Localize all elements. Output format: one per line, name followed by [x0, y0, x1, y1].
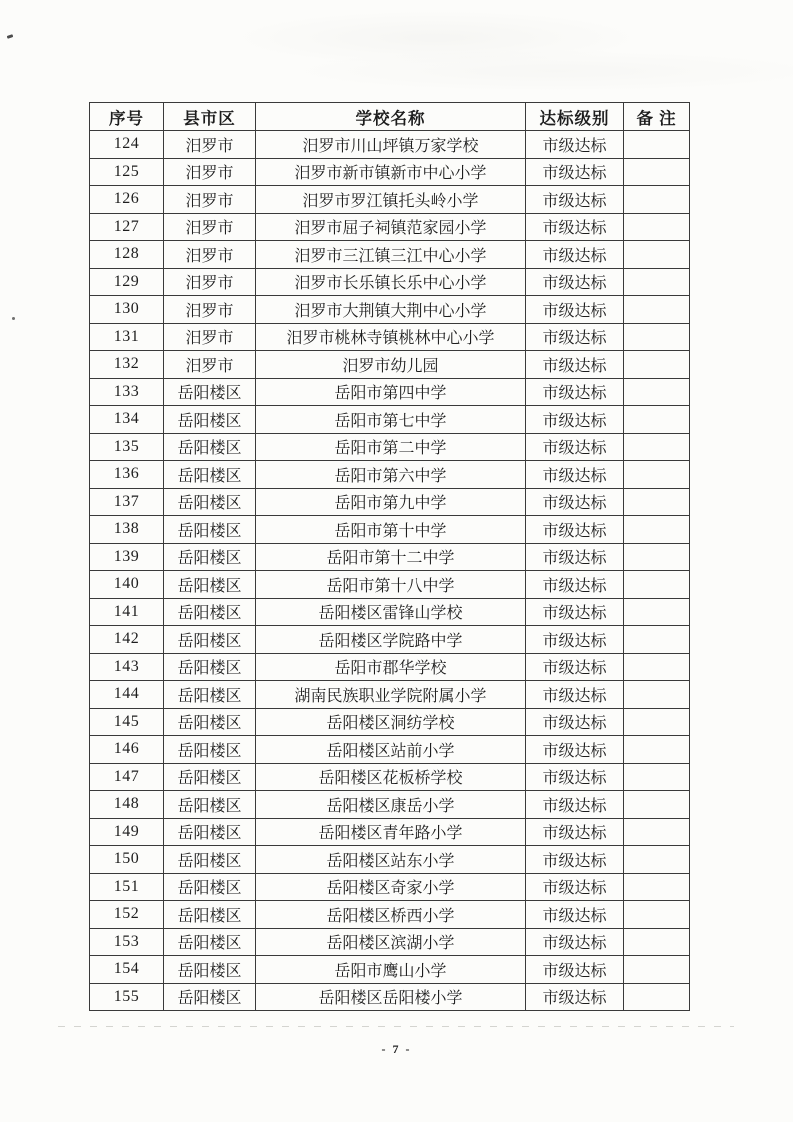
cell-remark [624, 956, 690, 984]
cell-district: 岳阳楼区 [164, 956, 256, 984]
page-footer [0, 1040, 793, 1058]
cell-level: 市级达标 [526, 571, 624, 599]
table-row [90, 241, 690, 269]
cell-no: 135 [90, 433, 164, 461]
cell-school: 岳阳楼区站东小学 [256, 846, 526, 874]
cell-remark [624, 571, 690, 599]
cell-school: 岳阳市第十中学 [256, 516, 526, 544]
cell-school: 岳阳楼区花板桥学校 [256, 763, 526, 791]
cell-level: 市级达标 [526, 763, 624, 791]
cell-district: 岳阳楼区 [164, 791, 256, 819]
cell-remark [624, 598, 690, 626]
table-row [90, 131, 690, 159]
cell-level: 市级达标 [526, 736, 624, 764]
cell-remark [624, 901, 690, 929]
cell-no: 147 [90, 763, 164, 791]
cell-district: 汨罗市 [164, 296, 256, 324]
table-row [90, 818, 690, 846]
cell-level: 市级达标 [526, 488, 624, 516]
cell-no: 142 [90, 626, 164, 654]
cell-no: 151 [90, 873, 164, 901]
table-row [90, 763, 690, 791]
cell-no: 150 [90, 846, 164, 874]
cell-no: 132 [90, 351, 164, 379]
cell-level: 市级达标 [526, 873, 624, 901]
cell-district: 汨罗市 [164, 186, 256, 214]
cell-no: 125 [90, 158, 164, 186]
cell-remark [624, 433, 690, 461]
scan-speck-artifact [7, 34, 14, 39]
table-header-row [90, 103, 690, 131]
cell-no: 134 [90, 406, 164, 434]
cell-level: 市级达标 [526, 461, 624, 489]
cell-no: 155 [90, 983, 164, 1011]
cell-level: 市级达标 [526, 818, 624, 846]
cell-level: 市级达标 [526, 956, 624, 984]
cell-school: 汨罗市桃林寺镇桃林中心小学 [256, 323, 526, 351]
cell-school: 汨罗市新市镇新市中心小学 [256, 158, 526, 186]
cell-school: 岳阳市郡华学校 [256, 653, 526, 681]
cell-district: 岳阳楼区 [164, 433, 256, 461]
cell-no: 139 [90, 543, 164, 571]
table-row [90, 681, 690, 709]
table-row [90, 213, 690, 241]
cell-school: 汨罗市幼儿园 [256, 351, 526, 379]
cell-no: 126 [90, 186, 164, 214]
cell-level: 市级达标 [526, 516, 624, 544]
cell-remark [624, 296, 690, 324]
table-row [90, 406, 690, 434]
cell-no: 146 [90, 736, 164, 764]
cell-school: 汨罗市川山坪镇万家学校 [256, 131, 526, 159]
cell-school: 汨罗市三江镇三江中心小学 [256, 241, 526, 269]
table-row [90, 791, 690, 819]
cell-level: 市级达标 [526, 626, 624, 654]
table-row [90, 626, 690, 654]
cell-remark [624, 791, 690, 819]
cell-level: 市级达标 [526, 543, 624, 571]
cell-remark [624, 626, 690, 654]
school-standards-table [89, 102, 690, 1011]
cell-school: 岳阳楼区雷锋山学校 [256, 598, 526, 626]
cell-no: 148 [90, 791, 164, 819]
cell-level: 市级达标 [526, 791, 624, 819]
cell-level: 市级达标 [526, 378, 624, 406]
cell-district: 汨罗市 [164, 268, 256, 296]
header-cell-district: 县市区 [164, 103, 256, 131]
cell-remark [624, 763, 690, 791]
cell-district: 岳阳楼区 [164, 983, 256, 1011]
table-row [90, 433, 690, 461]
cell-level: 市级达标 [526, 158, 624, 186]
cell-remark [624, 488, 690, 516]
cell-school: 岳阳市第十八中学 [256, 571, 526, 599]
cell-remark [624, 378, 690, 406]
cell-remark [624, 323, 690, 351]
cell-district: 岳阳楼区 [164, 708, 256, 736]
cell-district: 岳阳楼区 [164, 928, 256, 956]
cell-district: 岳阳楼区 [164, 516, 256, 544]
table-row [90, 736, 690, 764]
table-row [90, 351, 690, 379]
cell-district: 岳阳楼区 [164, 763, 256, 791]
cell-district: 岳阳楼区 [164, 736, 256, 764]
cell-remark [624, 406, 690, 434]
cell-no: 127 [90, 213, 164, 241]
cell-school: 岳阳楼区青年路小学 [256, 818, 526, 846]
cell-level: 市级达标 [526, 323, 624, 351]
table-row [90, 873, 690, 901]
table-row [90, 296, 690, 324]
cell-district: 岳阳楼区 [164, 378, 256, 406]
cell-school: 岳阳楼区奇家小学 [256, 873, 526, 901]
cell-no: 131 [90, 323, 164, 351]
cell-district: 岳阳楼区 [164, 681, 256, 709]
cell-no: 136 [90, 461, 164, 489]
cell-school: 岳阳楼区康岳小学 [256, 791, 526, 819]
table-row [90, 543, 690, 571]
cell-remark [624, 268, 690, 296]
cell-level: 市级达标 [526, 983, 624, 1011]
cell-level: 市级达标 [526, 268, 624, 296]
cell-no: 149 [90, 818, 164, 846]
header-cell-remark: 备 注 [624, 103, 690, 131]
cell-level: 市级达标 [526, 901, 624, 929]
cell-remark [624, 873, 690, 901]
cell-no: 144 [90, 681, 164, 709]
cell-level: 市级达标 [526, 846, 624, 874]
cell-school: 岳阳市第四中学 [256, 378, 526, 406]
cell-district: 岳阳楼区 [164, 653, 256, 681]
cell-school: 岳阳市鹰山小学 [256, 956, 526, 984]
table-row [90, 598, 690, 626]
cell-remark [624, 461, 690, 489]
table-row [90, 323, 690, 351]
cell-district: 岳阳楼区 [164, 626, 256, 654]
cell-district: 岳阳楼区 [164, 901, 256, 929]
cell-remark [624, 186, 690, 214]
cell-level: 市级达标 [526, 433, 624, 461]
table-row [90, 461, 690, 489]
cell-no: 128 [90, 241, 164, 269]
cell-district: 岳阳楼区 [164, 818, 256, 846]
cell-district: 岳阳楼区 [164, 846, 256, 874]
cell-remark [624, 653, 690, 681]
cell-level: 市级达标 [526, 598, 624, 626]
cell-no: 145 [90, 708, 164, 736]
cell-district: 岳阳楼区 [164, 598, 256, 626]
cell-no: 130 [90, 296, 164, 324]
cell-no: 129 [90, 268, 164, 296]
table-body [90, 131, 690, 1011]
cell-remark [624, 131, 690, 159]
cell-no: 154 [90, 956, 164, 984]
cell-level: 市级达标 [526, 406, 624, 434]
cell-school: 岳阳市第六中学 [256, 461, 526, 489]
cell-level: 市级达标 [526, 351, 624, 379]
table-row [90, 708, 690, 736]
cell-school: 岳阳市第十二中学 [256, 543, 526, 571]
scan-streak-artifact [58, 1026, 734, 1027]
cell-district: 汨罗市 [164, 213, 256, 241]
cell-district: 岳阳楼区 [164, 543, 256, 571]
cell-school: 岳阳楼区站前小学 [256, 736, 526, 764]
cell-district: 汨罗市 [164, 323, 256, 351]
cell-school: 岳阳市第二中学 [256, 433, 526, 461]
table-row [90, 158, 690, 186]
cell-school: 岳阳楼区学院路中学 [256, 626, 526, 654]
cell-district: 汨罗市 [164, 131, 256, 159]
cell-no: 137 [90, 488, 164, 516]
cell-remark [624, 241, 690, 269]
cell-level: 市级达标 [526, 213, 624, 241]
cell-remark [624, 708, 690, 736]
cell-level: 市级达标 [526, 681, 624, 709]
cell-no: 124 [90, 131, 164, 159]
table-row [90, 901, 690, 929]
cell-district: 岳阳楼区 [164, 873, 256, 901]
header-cell-level: 达标级别 [526, 103, 624, 131]
cell-school: 岳阳市第七中学 [256, 406, 526, 434]
cell-no: 141 [90, 598, 164, 626]
scan-speck-artifact [12, 317, 15, 320]
table-row [90, 983, 690, 1011]
table-row [90, 653, 690, 681]
cell-no: 138 [90, 516, 164, 544]
cell-level: 市级达标 [526, 241, 624, 269]
cell-district: 岳阳楼区 [164, 571, 256, 599]
cell-district: 汨罗市 [164, 241, 256, 269]
cell-district: 岳阳楼区 [164, 406, 256, 434]
table-row [90, 378, 690, 406]
cell-remark [624, 736, 690, 764]
cell-level: 市级达标 [526, 928, 624, 956]
cell-no: 153 [90, 928, 164, 956]
cell-district: 汨罗市 [164, 158, 256, 186]
cell-no: 143 [90, 653, 164, 681]
cell-school: 湖南民族职业学院附属小学 [256, 681, 526, 709]
header-cell-school: 学校名称 [256, 103, 526, 131]
cell-remark [624, 213, 690, 241]
cell-remark [624, 516, 690, 544]
table-row [90, 928, 690, 956]
cell-school: 汨罗市长乐镇长乐中心小学 [256, 268, 526, 296]
cell-level: 市级达标 [526, 653, 624, 681]
cell-remark [624, 818, 690, 846]
table-row [90, 186, 690, 214]
cell-level: 市级达标 [526, 296, 624, 324]
cell-school: 汨罗市大荆镇大荆中心小学 [256, 296, 526, 324]
cell-remark [624, 351, 690, 379]
page-number: - 7 - [381, 1042, 412, 1056]
cell-no: 140 [90, 571, 164, 599]
cell-no: 133 [90, 378, 164, 406]
cell-school: 岳阳楼区洞纺学校 [256, 708, 526, 736]
cell-level: 市级达标 [526, 131, 624, 159]
table-row [90, 516, 690, 544]
cell-remark [624, 928, 690, 956]
table-row [90, 571, 690, 599]
cell-level: 市级达标 [526, 708, 624, 736]
table-row [90, 956, 690, 984]
cell-school: 岳阳楼区滨湖小学 [256, 928, 526, 956]
scan-haze-artifact [0, 0, 793, 95]
cell-school: 汨罗市屈子祠镇范家园小学 [256, 213, 526, 241]
cell-district: 汨罗市 [164, 351, 256, 379]
cell-district: 岳阳楼区 [164, 488, 256, 516]
cell-district: 岳阳楼区 [164, 461, 256, 489]
cell-school: 岳阳楼区桥西小学 [256, 901, 526, 929]
cell-school: 汨罗市罗江镇托头岭小学 [256, 186, 526, 214]
cell-remark [624, 681, 690, 709]
cell-school: 岳阳楼区岳阳楼小学 [256, 983, 526, 1011]
header-cell-no: 序号 [90, 103, 164, 131]
cell-no: 152 [90, 901, 164, 929]
table-row [90, 488, 690, 516]
cell-level: 市级达标 [526, 186, 624, 214]
cell-school: 岳阳市第九中学 [256, 488, 526, 516]
cell-remark [624, 158, 690, 186]
cell-remark [624, 543, 690, 571]
cell-remark [624, 846, 690, 874]
table-row [90, 268, 690, 296]
table-row [90, 846, 690, 874]
cell-remark [624, 983, 690, 1011]
